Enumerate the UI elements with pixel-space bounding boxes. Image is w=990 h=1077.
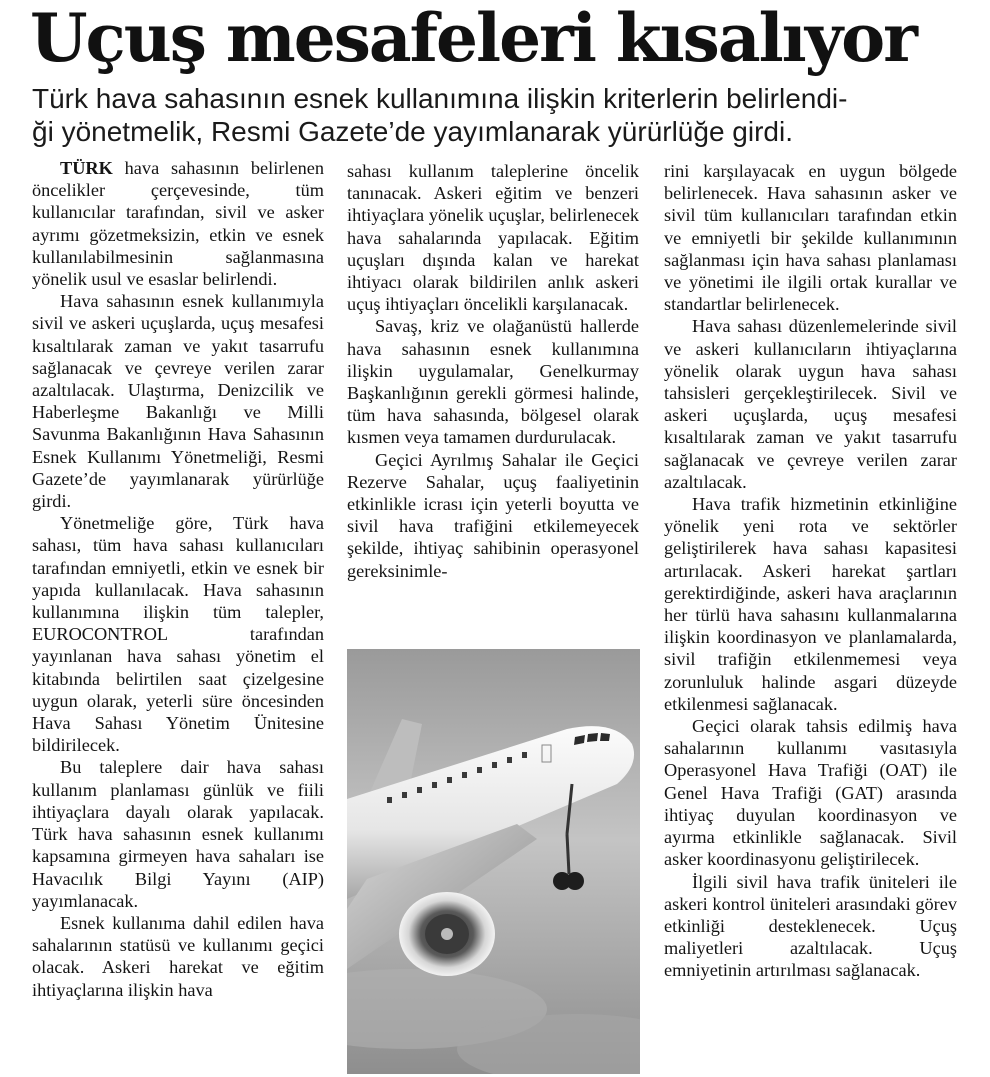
lead-word: TÜRK — [60, 158, 113, 178]
airliner-photo — [347, 649, 640, 1074]
paragraph: Hava trafik hizmetinin etkinliğine yönelik yeni rota ve sektörler geliştirilerek hava sahası kapasitesi artırılacak. Askeri harekat şartları gerektirdiğinde, askeri hava araçlarının her türlü hava sahasını kullanmalarına ilişkin koordinasyon ve planlamalarda, sivil trafiğin etkilenmemesi veya zorunluluk halinde asgari düzeyde etkilenmesi sağlanacak. — [664, 494, 957, 714]
article-column-1 — [32, 157, 324, 1001]
paragraph: Geçici olarak tahsis edilmiş hava sahalarının kullanımı vasıtasıyla Operasyonel Hava Trafiği (OAT) ile Genel Hava Trafiği (GAT) arasında ihtiyaç duyulan koordinasyon ve ayırma etkinlikle sağlanacak. Sivil asker koordinasyonu geliştirilecek. — [664, 716, 957, 870]
paragraph: Savaş, kriz ve olağanüstü hallerde hava sahasının esnek kullanımına ilişkin uygulamalar, Genelkurmay Başkanlığının gerekli görmesi halinde, tüm hava sahasında, bölgesel olarak kısmen veya tamamen durdurulacak. — [347, 316, 639, 448]
paragraph: Hava sahası düzenlemelerinde sivil ve askeri kullanıcıların ihtiyaçlarına yönelik olarak uygun hava sahası tahsisleri gerçekleştirilecek. Sivil ve askeri uçuşlarda, uçuş mesafesi kısaltılarak zaman ve yakıt tasarrufu sağlanacak ve çevreye verilen zarar azaltılacak. — [664, 316, 957, 492]
paragraph — [32, 157, 324, 290]
article-column-3 — [664, 160, 957, 982]
airliner-photo-icon — [347, 649, 640, 1074]
article-column-2 — [347, 160, 639, 582]
paragraph: Esnek kullanıma dahil edilen hava sahalarının statüsü ve kullanımı geçici olacak. Askeri harekat ve eğitim ihtiyaçlarına ilişkin hava — [32, 912, 324, 1000]
paragraph: Geçici Ayrılmış Sahalar ile Geçici Rezerve Sahalar, uçuş faaliyetinin etkinlikle icrası için yeterli boyutta ve sivil hava trafiğini etkilemeyecek şekilde, ihtiyaç sahibinin operasyonel gereksinimle- — [347, 449, 639, 581]
paragraph: Bu taleplere dair hava sahası kullanım planlaması günlük ve fiili ihtiyaçlara dayalı olarak yapılacak. Türk hava sahasının esnek kullanımı kapsamına girmeyen hava sahaları ise Havacılık Bilgi Yayını (AIP) yayımlanacak. — [32, 757, 324, 911]
paragraph: Hava sahasının esnek kullanımıyla sivil ve askeri uçuşlarda, uçuş mesafesi kısaltılarak zaman ve yakıt tasarrufu sağlanacak ve çevreye verilen zarar azaltılacak. Ulaştırma, Denizcilik ve Haberleşme Bakanlığı ve Milli Savunma Bakanlığının Hava Sahasının Esnek Kullanımı Yönetmeliği, Resmi Gazete’de yayımlanarak yürürlüğe girdi. — [32, 291, 324, 512]
paragraph-text: hava sahasının belirlenen öncelikler çerçevesinde, tüm kullanıcılar tarafından, sivil ve asker ayrımı gözetmeksizin, etkin ve esnek kullanılabilmesinin sağlanmasına yönelik usul ve esaslar belirlendi. — [32, 158, 324, 290]
paragraph: Yönetmeliğe göre, Türk hava sahası, tüm hava sahası kullanıcıları tarafından emniyetli, etkin ve esnek bir yapıda kullanılacak. Hava sahasının kullanımına ilişkin tüm talepler, EUROCONTROL tarafından yayınlanan hava sahası yönetim el kitabında belirtilen saat çizelgesine uygun olarak, yeterli süre öncesinden Hava Sahası Yönetim Ünitesine bildirilecek. — [32, 513, 324, 756]
paragraph: rini karşılayacak en uygun bölgede belirlenecek. Hava sahasının asker ve sivil tüm kullanıcıları tarafından etkin ve emniyetli bir şekilde kullanımının sağlanması için hava sahası planlaması ve yönetimi ile ilgili ortak kurallar ve standartlar belirlenecek. — [664, 161, 957, 315]
deck-subheadline — [32, 82, 977, 148]
paragraph: İlgili sivil hava trafik üniteleri ile askeri kontrol üniteleri arasındaki görev etkinliği desteklenecek. Uçuş maliyetleri azaltılacak. Uçuş emniyetinin artırılması sağlanacak. — [664, 871, 957, 981]
paragraph: sahası kullanım taleplerine öncelik tanınacak. Askeri eğitim ve benzeri ihtiyaçlara yönelik uçuşlar, belirlenecek hava sahalarında yapılacak. Eğitim uçuşları dışında kalan ve harekat ihtiyacı olarak bildirilen anlık askeri uçuş ihtiyaçları öncelikli karşılanacak. — [347, 161, 639, 315]
headline: Uçuş mesafeleri kısalıyor — [30, 0, 916, 77]
deck-line-1: Türk hava sahasının esnek kullanımına ilişkin kriterlerin belirlendi- — [32, 83, 848, 114]
deck-line-2: ği yönetmelik, Resmi Gazete’de yayımlanarak yürürlüğe girdi. — [32, 116, 793, 147]
